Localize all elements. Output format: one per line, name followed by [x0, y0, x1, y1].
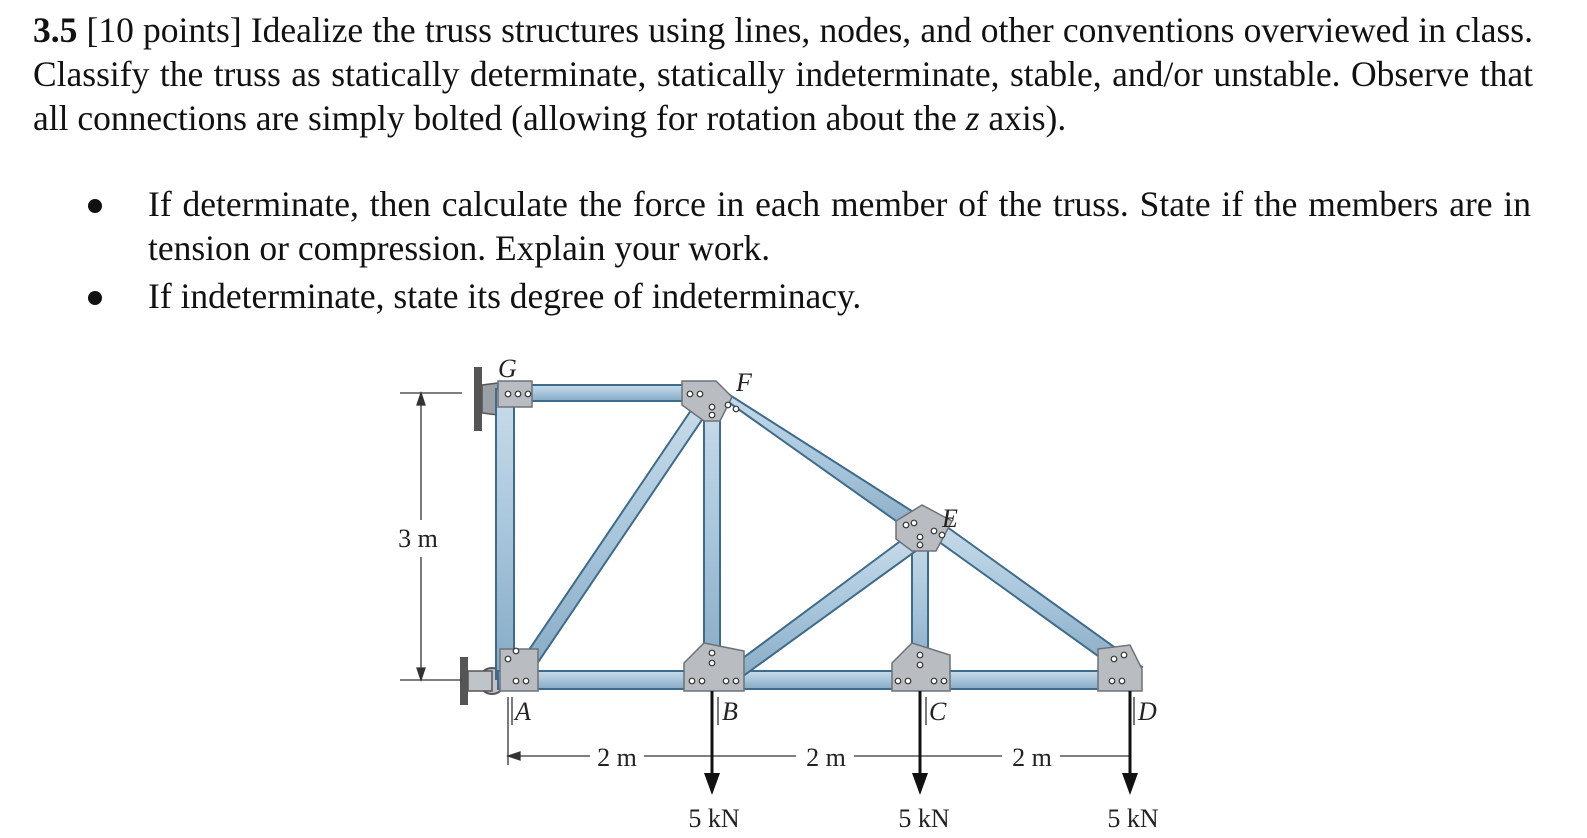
instruction-list: [0, 182, 1587, 322]
bullet-dot-icon: [88, 291, 102, 305]
member-ga: [496, 389, 514, 679]
node-label-c: C: [929, 697, 947, 726]
node-label-f: F: [736, 368, 752, 397]
problem-text-part2: axis).: [979, 98, 1067, 138]
node-label-a: A: [515, 697, 531, 726]
height-dim-label: 3 m: [398, 524, 438, 553]
load-arrows: [704, 691, 1138, 795]
bullet-item-indeterminate: [0, 274, 1531, 318]
load-label-b: 5 kN: [688, 804, 740, 833]
load-label-c: 5 kN: [898, 804, 950, 833]
node-label-g: G: [498, 354, 517, 383]
member-fb: [704, 397, 720, 679]
node-label-e: E: [942, 504, 958, 533]
member-ab: [498, 671, 1140, 689]
truss-figure: [0, 345, 1587, 838]
gusset-plates: [498, 381, 1142, 691]
wall-support-g: [474, 367, 498, 431]
node-label-b: B: [722, 697, 738, 726]
bolt-holes: [505, 391, 1127, 684]
problem-text-part1: Idealize the truss structures using lines, nodes, and other conventions overviewed in class. Classify the truss as statically determinate, statically indeterminate, stable, and/or unstable. Observe that all connections are simply bolted (allowing for rotation about the: [33, 10, 1533, 138]
span-dim-label-ab: 2 m: [597, 743, 637, 772]
label-leader-ticks: [512, 697, 1134, 725]
span-dim-label-bc: 2 m: [806, 743, 846, 772]
gusset-a: [500, 649, 538, 691]
problem-statement: [33, 8, 1533, 140]
bullet-dot-icon: [88, 199, 102, 213]
gusset-d: [1098, 645, 1142, 691]
axis-variable: z: [965, 98, 980, 138]
truss-members: [496, 385, 1142, 689]
load-label-d: 5 kN: [1107, 804, 1159, 833]
bullet-text: If determinate, then calculate the force in each member of the truss. State if the members are in tension or compression. Explain your work.: [148, 184, 1531, 268]
problem-points: [10 points]: [86, 10, 242, 50]
problem-number: 3.5: [33, 10, 78, 50]
bullet-item-determinate: [0, 182, 1531, 270]
node-label-d: D: [1138, 697, 1157, 726]
member-af: [512, 397, 712, 683]
bullet-text: If indeterminate, state its degree of indeterminacy.: [148, 276, 862, 316]
span-dim-label-cd: 2 m: [1012, 743, 1052, 772]
